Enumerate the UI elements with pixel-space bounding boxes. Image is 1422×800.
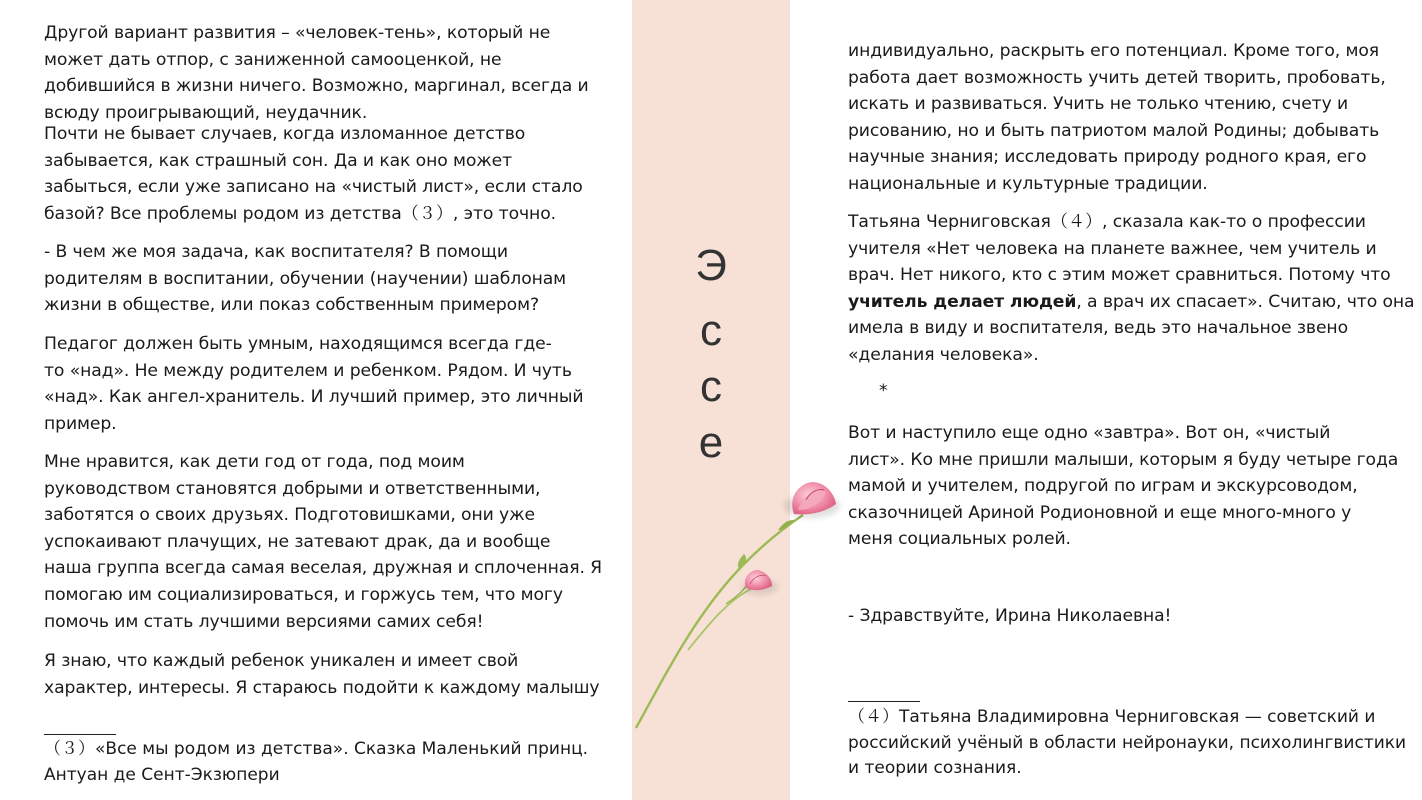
small-flower bbox=[745, 570, 772, 590]
branch-stem bbox=[688, 588, 753, 650]
essay-letter-3: с bbox=[700, 362, 722, 411]
footnote-rule bbox=[44, 734, 116, 735]
essay-letter-4: е bbox=[698, 418, 724, 467]
footnote-rule bbox=[848, 701, 920, 702]
paragraph-broken-childhood: Почти не бывает случаев, когда изломанное детство забывается, как страшный сон. Да и как оно может забыться, если уже записано на «чистый лист», если стало базой? Все проблемы родом из детства（３）, это точно. bbox=[44, 124, 583, 224]
main-stem bbox=[636, 515, 803, 728]
footnote-4: （４）Татьяна Владимировна Черниговская — советский и российский учёный в области нейронауки, психолингвистики и теории сознания. bbox=[848, 707, 1407, 778]
paragraph-my-task: - В чем же моя задача, как воспитателя? В помощи родителям в воспитании, обучении (научении) шаблонам жизни в обществе, или показ собственным примером? bbox=[44, 242, 567, 316]
footnote-3: （３）«Все мы родом из детства». Сказка Маленький принц. Антуан де Сент-Экзюпери bbox=[44, 739, 589, 785]
essay-letter-2: с bbox=[700, 306, 722, 355]
paragraph-shadow-person: Другой вариант развития – «человек-тень», который не может дать отпор, с заниженной самооценкой, не добившийся в жизни ничего. Возможно, маргинал, всегда и всюду проигрывающий, неудачник. bbox=[44, 23, 589, 123]
paragraph-new-tomorrow: Вот и наступило еще одно «завтра». Вот он, «чистый лист». Ко мне пришли малыши, которым я буду четыре года мамой и учителем, подругой по играм и экскурсоводом, сказочницей Ариной Родионовной и еще много-много у меня социальных ролей. bbox=[848, 423, 1399, 550]
paragraph-individual-approach: индивидуально, раскрыть его потенциал. Кроме того, моя работа дает возможность учить детей творить, пробовать, искать и развиваться. Учить не только чтению, счету и рисованию, но и быть патриотом малой Родины; добывать научные знания; исследовать природу родного края, его национальные и культурные традиции. bbox=[848, 41, 1386, 194]
greeting-line: - Здравствуйте, Ирина Николаевна! bbox=[848, 606, 1172, 626]
paragraph-children-growth: Мне нравится, как дети год от года, под моим руководством становятся добрыми и ответственными, заботятся о своих друзьях. Подготовишками, они уже успокаивают плачущих, не затевают драк, да и вообще наша группа всегда самая веселая, дружная и сплоченная. Я помогаю им социализироваться, и горжусь тем, что могу помочь им стать лучшими версиями самих себя! bbox=[44, 452, 603, 632]
paragraph-chernigovskaya-quote: Татьяна Черниговская（４）, сказала как-то о профессии учителя «Нет человека на планете важнее, чем учитель и врач. Нет никого, кто с этим может сравниться. Потому что учитель делает людей, а врач их спасает». Считаю, что она имела в виду и воспитателя, ведь это начальное звено «делания человека». bbox=[848, 212, 1415, 365]
section-asterisk: * bbox=[879, 381, 888, 401]
essay-letter-1: Э bbox=[695, 241, 727, 290]
left-page bbox=[0, 0, 632, 800]
paragraph-unique-child: Я знаю, что каждый ребенок уникален и имеет свой характер, интересы. Я стараюсь подойти к каждому малышу bbox=[44, 651, 600, 698]
paragraph-teacher-above: Педагог должен быть умным, находящимся всегда где- то «над». Не между родителем и ребенком. Рядом. И чуть «над». Как ангел-хранитель. И лучший пример, это личный пример. bbox=[44, 334, 584, 434]
bold-phrase: учитель делает людей bbox=[848, 291, 1077, 312]
right-page bbox=[790, 0, 1422, 800]
